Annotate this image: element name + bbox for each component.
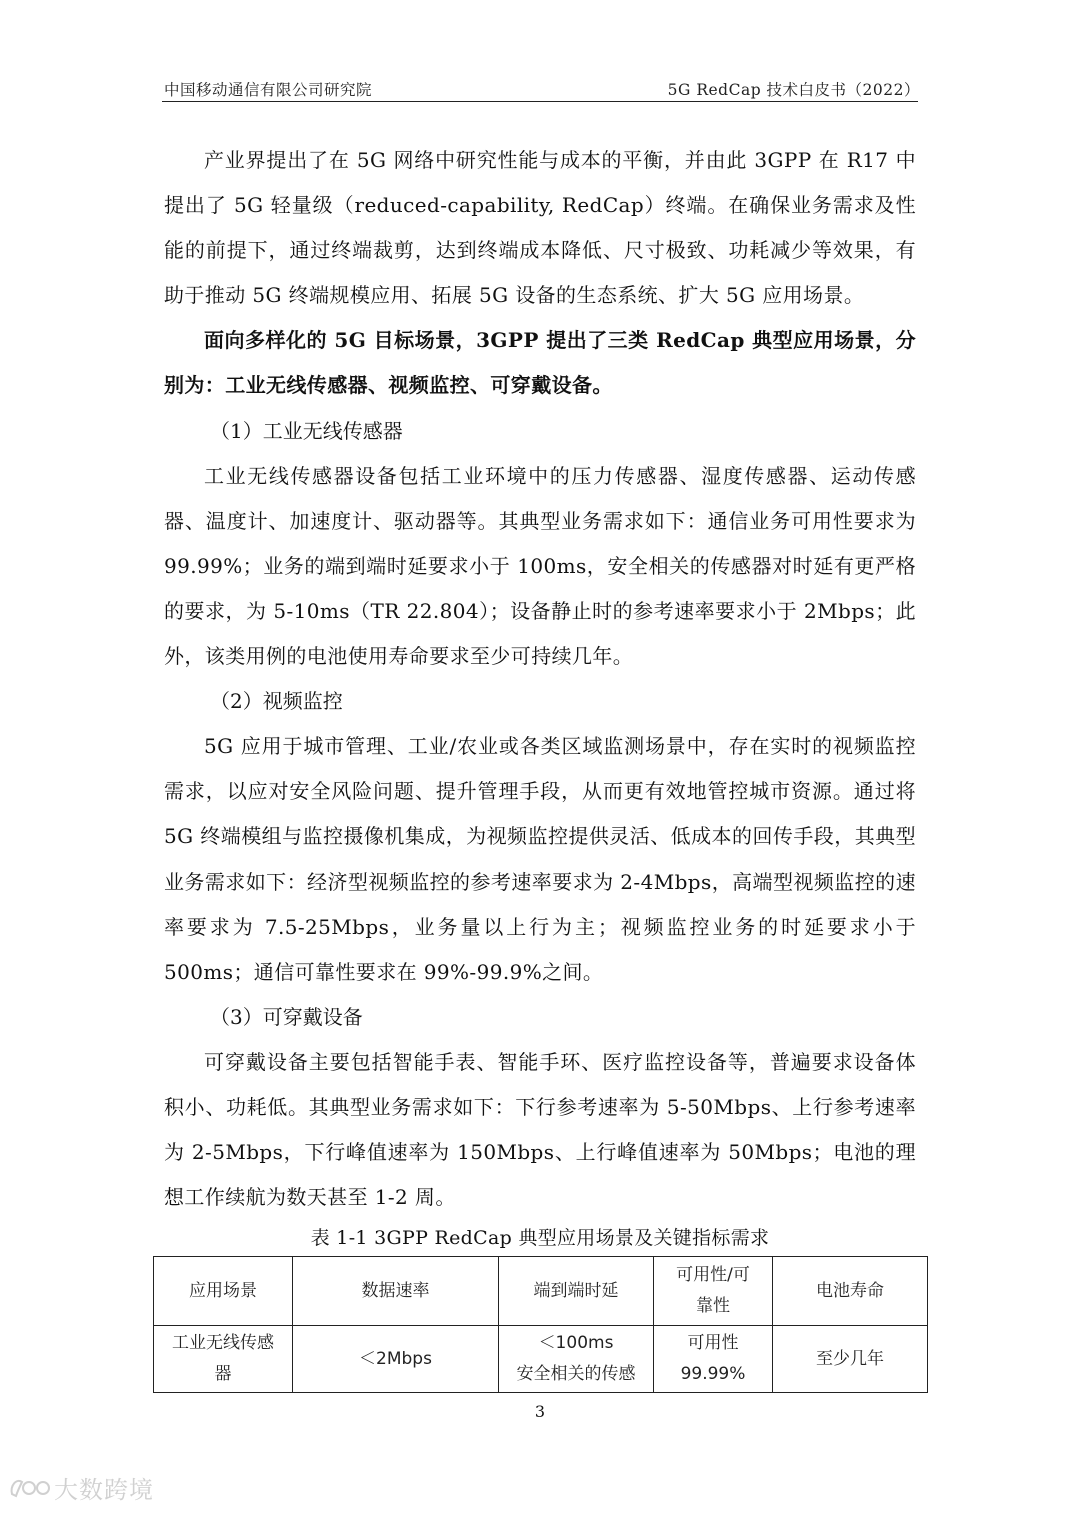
table-header-row bbox=[154, 1257, 928, 1326]
heading-video-surveillance: （2）视频监控 bbox=[210, 689, 343, 714]
paragraph-video-surveillance: 5G 应用于城市管理、工业/农业或各类区域监测场景中，存在实时的视频监控需求，以应对安全风险问题、提升管理手段，从而更有效地管控城市资源。通过将 5G 终端模组与监控摄像机集成，为视频监控提供灵活、低成本的回传手段，其典型业务需求如下：经济型视频监控的参考速率要求为 2-4Mbps，高端型视频监控的速率要求为 7.5-25Mbps，业务量以上行为主；视频监控业务的时延要求小于 500ms；通信可靠性要求在 99%-99.9%之间。 bbox=[164, 734, 916, 984]
page-number: 3 bbox=[534, 1402, 546, 1421]
cell-scenario bbox=[154, 1326, 293, 1393]
header-rule bbox=[162, 101, 918, 102]
col-header-availability-line2: 靠性 bbox=[696, 1296, 730, 1316]
paragraph-wearables: 可穿戴设备主要包括智能手表、智能手环、医疗监控设备等，普遍要求设备体积小、功耗低。其典型业务需求如下：下行参考速率为 5-50Mbps、上行参考速率为 2-5Mbps，下行峰值速率为 150Mbps、上行峰值速率为 50Mbps；电池的理想工作续航为数天甚至 1-2 周。 bbox=[164, 1049, 916, 1210]
cell-availability-line2: 99.99% bbox=[680, 1364, 746, 1384]
watermark bbox=[8, 1470, 154, 1505]
watermark-logo-icon bbox=[8, 1474, 52, 1502]
cell-battery: 至少几年 bbox=[773, 1326, 928, 1393]
paragraph-industrial-sensors: 工业无线传感器设备包括工业环境中的压力传感器、湿度传感器、运动传感器、温度计、加速度计、驱动器等。其典型业务需求如下：通信业务可用性要求为 99.99%；业务的端到端时延要求小于 100ms，安全相关的传感器对时延有更严格的要求，为 5-10ms（TR 22.804）；设备静止时的参考速率要求小于 2Mbps；此外，该类用例的电池使用寿命要求至少可持续几年。 bbox=[164, 463, 916, 669]
heading-wearables: （3）可穿戴设备 bbox=[210, 1004, 363, 1029]
cell-rate: ＜2Mbps bbox=[293, 1326, 499, 1393]
cell-availability-line1: 可用性 bbox=[687, 1333, 739, 1353]
cell-latency-line2: 安全相关的传感 bbox=[516, 1364, 636, 1384]
cell-scenario-line1: 工业无线传感 bbox=[172, 1333, 274, 1353]
col-header-battery: 电池寿命 bbox=[773, 1257, 928, 1326]
paragraph-scenarios: 面向多样化的 5G 目标场景，3GPP 提出了三类 RedCap 典型应用场景，分别为：工业无线传感器、视频监控、可穿戴设备。 bbox=[164, 328, 916, 398]
header-doc-title: 5G RedCap 技术白皮书（2022） bbox=[667, 81, 920, 99]
metrics-table bbox=[153, 1256, 928, 1393]
col-header-data-rate: 数据速率 bbox=[293, 1257, 499, 1326]
cell-availability bbox=[654, 1326, 773, 1393]
watermark-text: 大数跨境 bbox=[54, 1476, 154, 1504]
col-header-availability bbox=[654, 1257, 773, 1326]
table-row bbox=[154, 1326, 928, 1393]
paragraph-intro: 产业界提出了在 5G 网络中研究性能与成本的平衡，并由此 3GPP 在 R17 中提出了 5G 轻量级（reduced-capability, RedCap）终端。在确保业务需求及性能的前提下，通过终端裁剪，达到终端成本降低、尺寸极致、功耗减少等效果，有助于推动 5G 终端规模应用、拓展 5G 设备的生态系统、扩大 5G 应用场景。 bbox=[164, 148, 916, 308]
col-header-availability-line1: 可用性/可 bbox=[676, 1265, 750, 1285]
col-header-latency: 端到端时延 bbox=[499, 1257, 654, 1326]
table-caption: 表 1-1 3GPP RedCap 典型应用场景及关键指标需求 bbox=[310, 1227, 770, 1249]
cell-scenario-line2: 器 bbox=[214, 1364, 232, 1384]
cell-latency-line1: ＜100ms bbox=[538, 1333, 614, 1353]
heading-industrial-sensors: （1）工业无线传感器 bbox=[210, 418, 403, 443]
body-text bbox=[164, 138, 916, 1220]
cell-latency bbox=[499, 1326, 654, 1393]
header-org: 中国移动通信有限公司研究院 bbox=[164, 81, 373, 99]
col-header-scenario: 应用场景 bbox=[154, 1257, 293, 1326]
